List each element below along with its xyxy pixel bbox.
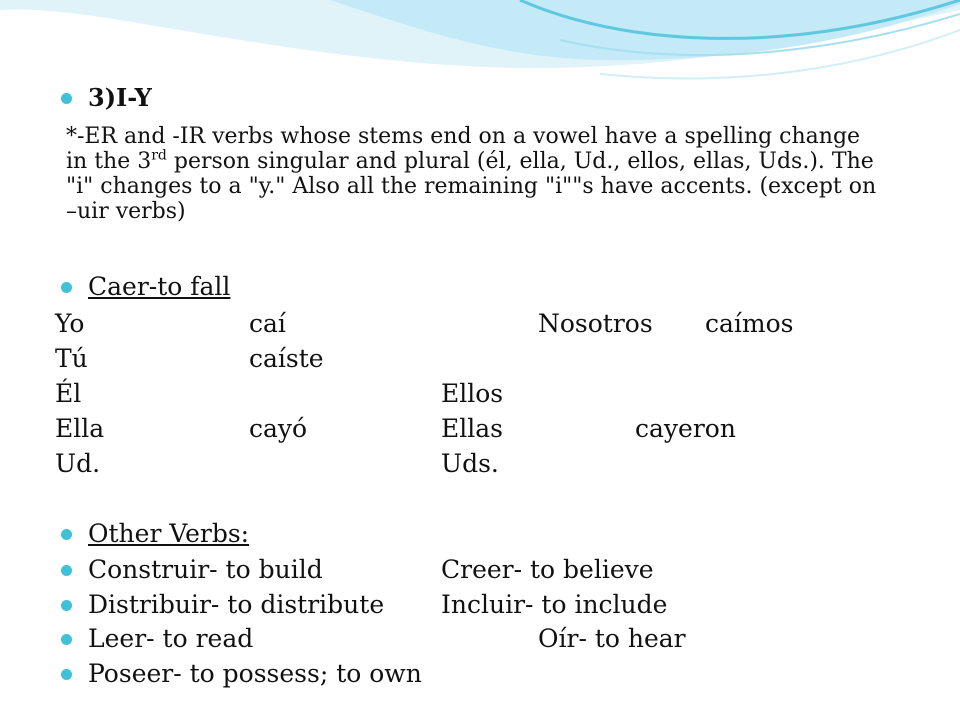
list-item — [88, 624, 686, 653]
list-item — [88, 660, 422, 688]
form-plural: cayeron — [635, 414, 736, 443]
pronoun-singular: Ud. — [55, 449, 101, 478]
pronoun-plural: Ellas — [441, 414, 503, 443]
form-singular: caíste — [249, 344, 324, 373]
intro-superscript: rd — [151, 147, 167, 164]
pronoun-plural: Uds. — [441, 449, 499, 478]
pronoun-singular: Él — [55, 379, 82, 408]
pronoun-plural: Ellos — [441, 379, 504, 408]
pronoun-singular: Yo — [55, 309, 85, 338]
list-item — [88, 590, 668, 619]
section-heading: 3)I-Y — [88, 83, 152, 112]
verb-left: Poseer- to possess; to own — [88, 659, 422, 688]
verb-right: Creer- to believe — [441, 555, 654, 584]
verb-left: Distribuir- to distribute — [88, 590, 385, 619]
verb-title: Caer-to fall — [88, 272, 231, 301]
form-plural: caímos — [705, 309, 794, 338]
intro-text-start: *-ER and -IR verbs whose stems end on a vowel have a spelling change in the 3 — [66, 124, 861, 174]
pronoun-plural: Nosotros — [538, 309, 653, 338]
pronoun-singular: Tú — [55, 344, 88, 373]
intro-text-end: person singular and plural (él, ella, Ud., ellos, ellas, Uds.). The "i" changes to a "y." Also all the remaining "i""s have accents. (except on –uir verbs) — [66, 149, 877, 224]
form-singular: caí — [249, 309, 286, 338]
verb-right: Oír- to hear — [538, 624, 686, 653]
intro-paragraph — [66, 124, 886, 224]
verb-left: Leer- to read — [88, 624, 254, 653]
pronoun-singular: Ella — [55, 414, 105, 443]
list-item — [88, 555, 654, 584]
other-verbs-title: Other Verbs: — [88, 519, 250, 548]
form-singular: cayó — [249, 414, 308, 443]
verb-left: Construir- to build — [88, 555, 323, 584]
verb-right: Incluir- to include — [441, 590, 668, 619]
